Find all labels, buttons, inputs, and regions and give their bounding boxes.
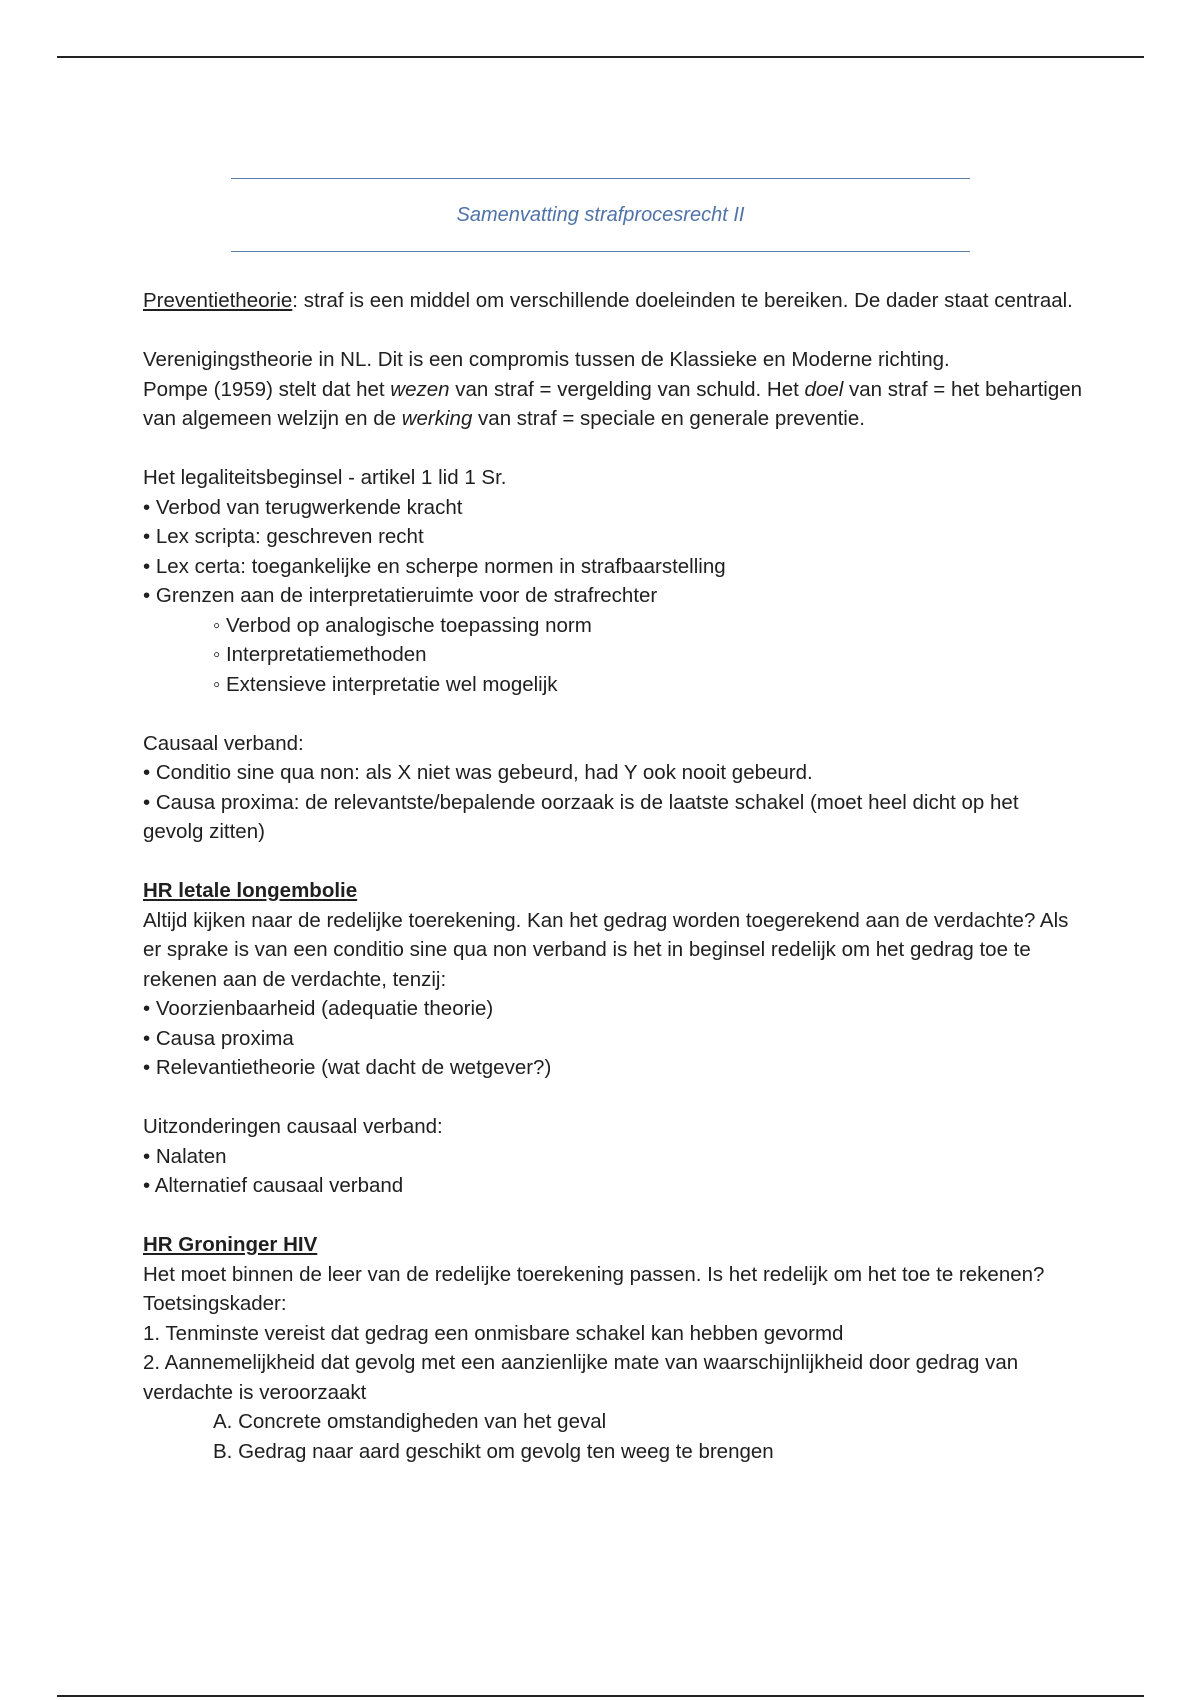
uitzonderingen-heading: Uitzonderingen causaal verband:: [143, 1115, 443, 1138]
longembolie-heading: HR letale longembolie: [143, 879, 358, 902]
term-wezen: wezen: [390, 377, 450, 401]
paragraph-preventietheorie: [143, 286, 1083, 316]
lettered-item: A. Concrete omstandigheden van het geval: [213, 1410, 607, 1433]
list-item: • Conditio sine qua non: als X niet was gebeurd, had Y ook nooit gebeurd.: [143, 761, 813, 784]
header-rule: [57, 56, 1144, 58]
section-uitzonderingen: [143, 1112, 1083, 1201]
list-item: • Nalaten: [143, 1144, 227, 1168]
section-legaliteit: [143, 463, 1083, 699]
numbered-item: 1. Tenminste vereist dat gedrag een onmisbare schakel kan hebben gevormd: [143, 1321, 844, 1345]
longembolie-text: Altijd kijken naar de redelijke toerekening. Kan het gedrag worden toegerekend aan de verdachte? Als er sprake is van een conditio sine qua non verband is het in beginsel redelijk om het gedrag toe te rekenen aan de verdachte, tenzij:: [143, 908, 1069, 991]
list-item: • Causa proxima: [143, 1026, 294, 1050]
groninger-text: Het moet binnen de leer van de redelijke toerekening passen. Is het redelijk om het toe te rekenen?: [143, 1262, 1045, 1286]
term-doel: doel: [804, 377, 844, 401]
pompe-text-d: van straf = speciale en generale preventie.: [472, 407, 865, 430]
section-longembolie: [143, 876, 1083, 1083]
section-causaal-verband: [143, 729, 1083, 847]
causaal-heading: Causaal verband:: [143, 731, 304, 755]
vereniging-line1: Verenigingstheorie in NL. Dit is een compromis tussen de Klassieke en Moderne richting.: [143, 348, 950, 371]
list-item: • Grenzen aan de interpretatieruimte voor de strafrechter: [143, 584, 658, 607]
list-item: • Voorzienbaarheid (adequatie theorie): [143, 997, 494, 1020]
list-item: • Relevantietheorie (wat dacht de wetgever?): [143, 1056, 552, 1079]
list-item: • Lex certa: toegankelijke en scherpe normen in strafbaarstelling: [143, 554, 726, 578]
term-preventietheorie: Preventietheorie: [143, 289, 293, 312]
footer-rule: [57, 1695, 1144, 1697]
numbered-item: 2. Aannemelijkheid dat gevolg met een aanzienlijke mate van waarschijnlijkheid door gedrag van verdachte is veroorzaakt: [143, 1351, 1019, 1404]
list-item: • Causa proxima: de relevantste/bepalende oorzaak is de laatste schakel (moet heel dicht op het gevolg zitten): [143, 790, 1019, 843]
toetsingskader-label: Toetsingskader:: [143, 1292, 287, 1315]
term-werking: werking: [401, 407, 473, 430]
pompe-text-b: van straf = vergelding van schuld. Het: [449, 377, 805, 401]
groninger-heading: HR Groninger HIV: [143, 1233, 318, 1256]
sub-list-item: ◦ Extensieve interpretatie wel mogelijk: [213, 672, 558, 696]
title-rule-bottom: [231, 251, 970, 252]
document-title: Samenvatting strafprocesrecht II: [456, 204, 745, 226]
pompe-text-a: Pompe (1959) stelt dat het: [143, 377, 391, 401]
document-body: [143, 286, 1083, 1466]
lettered-item: B. Gedrag naar aard geschikt om gevolg ten weeg te brengen: [213, 1439, 774, 1463]
list-item: • Lex scripta: geschreven recht: [143, 525, 424, 548]
legaliteit-heading: Het legaliteitsbeginsel - artikel 1 lid 1 Sr.: [143, 466, 507, 489]
list-item: • Verbod van terugwerkende kracht: [143, 495, 463, 519]
sub-list-item: ◦ Verbod op analogische toepassing norm: [213, 613, 592, 637]
preventietheorie-text: : straf is een middel om verschillende doeleinden te bereiken. De dader staat centraal.: [292, 289, 1073, 312]
list-item: • Alternatief causaal verband: [143, 1174, 404, 1197]
pompe-text-c: van straf = het behartigen van algemeen welzijn en de: [143, 377, 1083, 430]
sub-list-item: ◦ Interpretatiemethoden: [213, 643, 427, 666]
title-block: [231, 178, 970, 252]
section-groninger-hiv: [143, 1230, 1083, 1466]
paragraph-verenigingstheorie: [143, 345, 1083, 434]
